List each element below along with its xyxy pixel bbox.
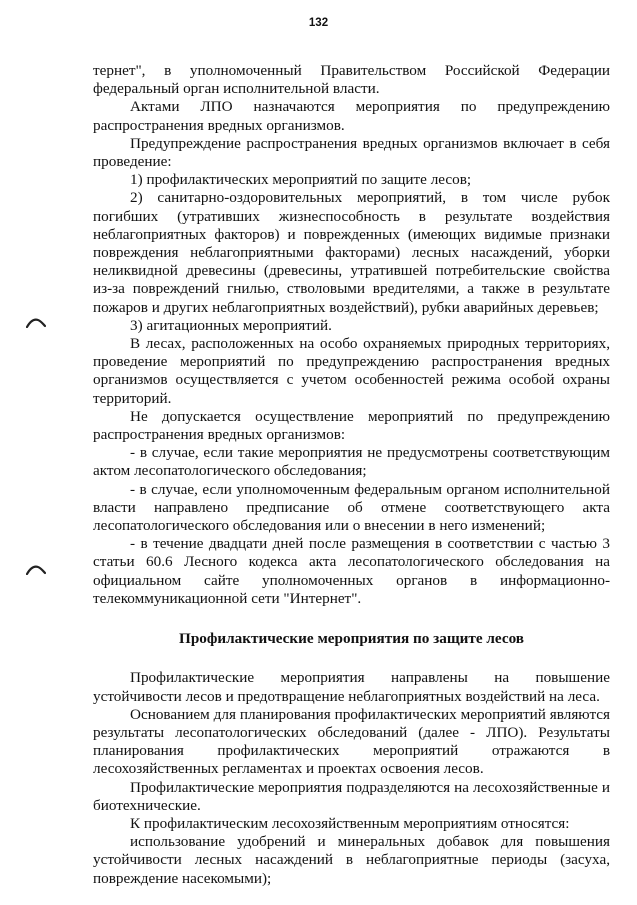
paragraph: Предупреждение распространения вредных организмов включает в себя проведение:: [93, 134, 610, 171]
page-number: 132: [308, 17, 329, 29]
margin-mark: [26, 318, 46, 328]
list-item: 1) профилактических мероприятий по защите лесов;: [130, 171, 472, 189]
list-item: - в случае, если уполномоченным федеральным органом исполнительной власти направлено предписание об отмене соответствующего акта лесопатологического обследования или о внесении в него изменений;: [93, 480, 610, 535]
paragraph: использование удобрений и минеральных добавок для повышения устойчивости лесных насаждений в неблагоприятные периоды (засуха, повреждение насекомыми);: [93, 833, 610, 887]
list-item: 2) санитарно-оздоровительных мероприятий, в том числе рубок погибших (утративших жизнеспособность в результате воздействия неблагоприятных факторов) и поврежденных (имеющих видимые признаки повреждения неблагоприятными факторами) лесных насаждений, уборки неликвидной древесины (древесины, утратившей потребительские свойства из-за повреждений гнилью, стволовыми вредителями, а также в результате пожаров и других неблагоприятных воздействий), рубки аварийных деревьев;: [93, 189, 610, 316]
paragraph: Профилактические мероприятия подразделяются на лесохозяйственные и биотехнические.: [93, 778, 610, 814]
list-item: - в течение двадцати дней после размещения в соответствии с частью 3 статьи 60.6 Лесного кодекса акта лесопатологического обследования на официальном сайте уполномоченных органов в информационно-телекоммуникационной сети "Интернет".: [93, 535, 610, 607]
paragraph: К профилактическим лесохозяйственным мероприятиям относятся:: [130, 814, 570, 832]
list-item: - в случае, если такие мероприятия не предусмотрены соответствующим актом лесопатологического обследования;: [93, 444, 610, 480]
paragraph: Актами ЛПО назначаются мероприятия по предупреждению распространения вредных организмов.: [93, 98, 610, 134]
section-heading: Профилактические мероприятия по защите лесов: [179, 630, 524, 648]
paragraph: Профилактические мероприятия направлены на повышение устойчивости лесов и предотвращение неблагоприятных воздействий на леса.: [93, 669, 610, 705]
margin-mark: [26, 565, 46, 575]
paragraph: Не допускается осуществление мероприятий по предупреждению распространения вредных организмов:: [93, 407, 610, 444]
paragraph: В лесах, расположенных на особо охраняемых природных территориях, проведение мероприятий по предупреждению распространения вредных организмов осуществляется с учетом особенностей режима особой охраны территорий.: [93, 335, 610, 407]
document-body: [93, 62, 610, 888]
paragraph: тернет", в уполномоченный Правительством Российской Федерации федеральный орган исполнительной власти.: [93, 62, 610, 98]
paragraph: Основанием для планирования профилактических мероприятий являются результаты лесопатологических обследований (далее - ЛПО). Результаты планирования профилактических мероприятий отражаются в лесохозяйственных регламентах и проектах освоения лесов.: [93, 705, 610, 778]
list-item: 3) агитационных мероприятий.: [130, 316, 332, 334]
